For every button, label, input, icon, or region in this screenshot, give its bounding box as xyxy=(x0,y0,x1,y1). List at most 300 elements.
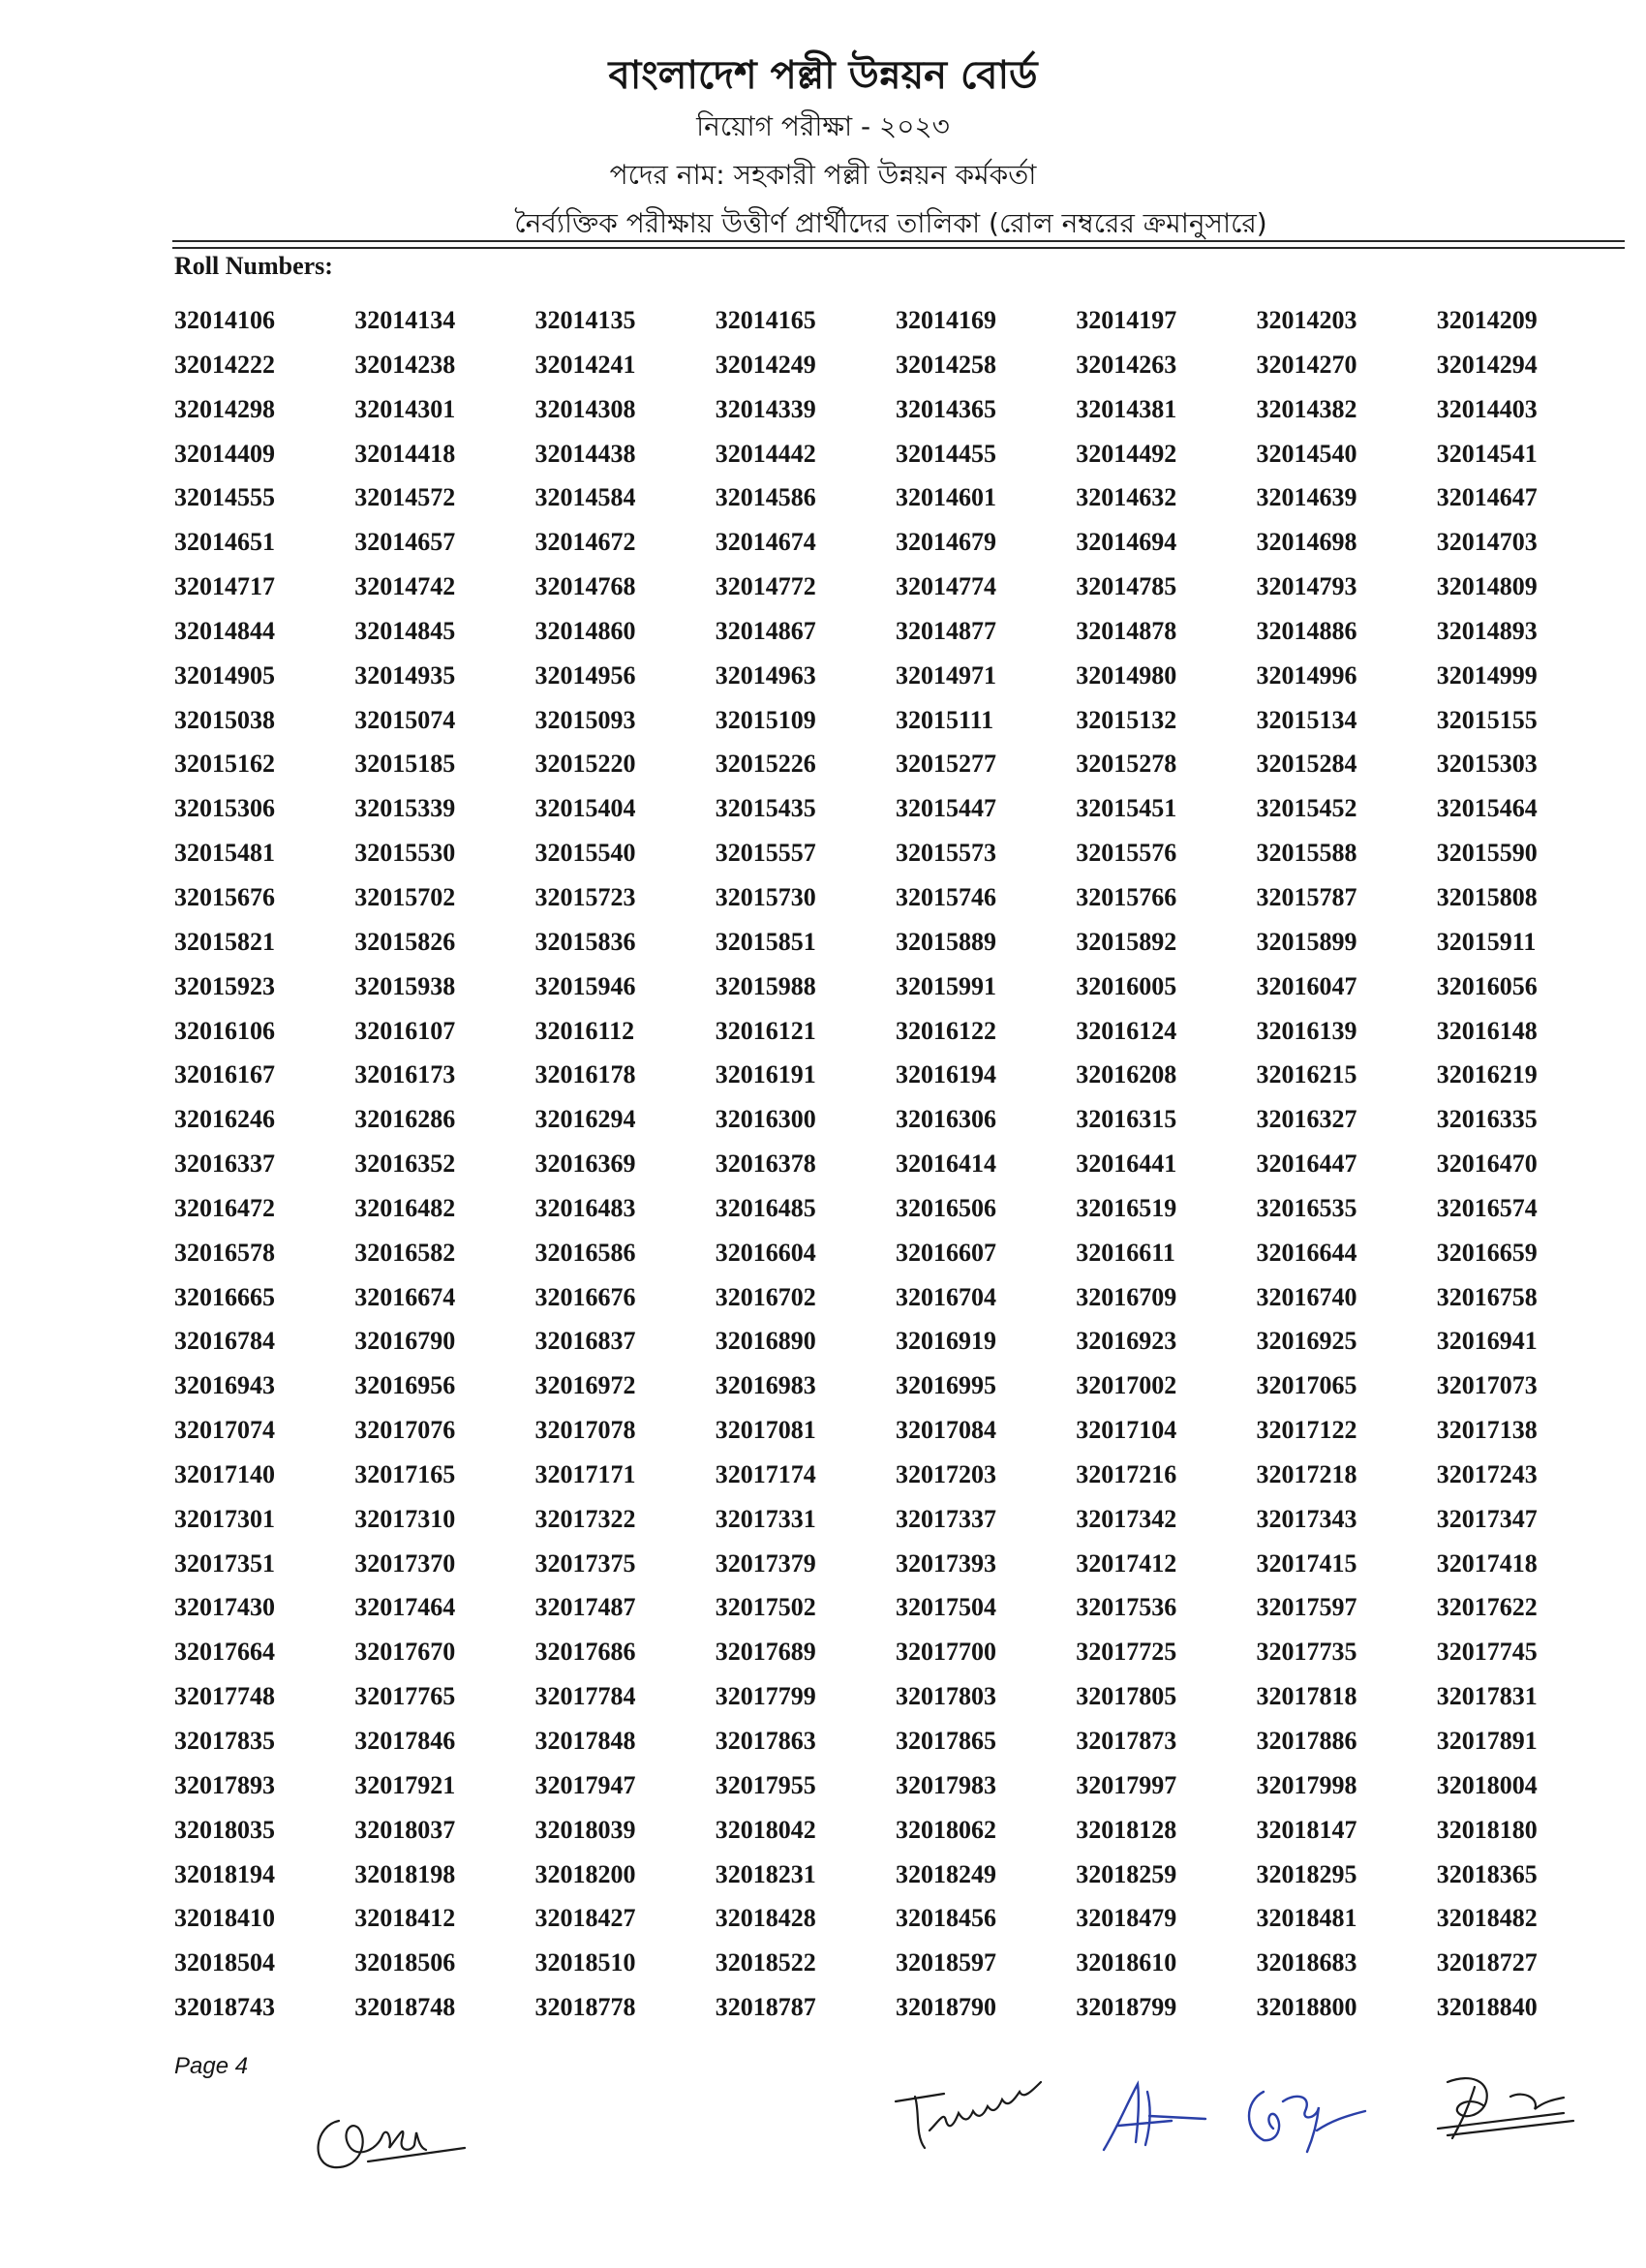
roll-number: 32017947 xyxy=(534,1770,636,1799)
roll-row xyxy=(174,1142,1617,1186)
roll-number: 32015074 xyxy=(354,705,456,734)
roll-number: 32016790 xyxy=(354,1327,456,1356)
roll-row xyxy=(174,387,1617,432)
roll-number: 32016604 xyxy=(715,1238,816,1267)
roll-number: 32016315 xyxy=(1076,1105,1177,1134)
signature-3 xyxy=(1089,2072,1215,2160)
roll-number: 32014877 xyxy=(896,616,996,645)
roll-row xyxy=(174,1719,1617,1763)
roll-number: 32017745 xyxy=(1436,1638,1538,1667)
roll-number: 32015808 xyxy=(1436,882,1538,911)
roll-number: 32017664 xyxy=(174,1638,275,1667)
roll-number: 32017805 xyxy=(1076,1682,1177,1711)
roll-number: 32018147 xyxy=(1256,1815,1357,1844)
roll-number: 32014651 xyxy=(174,528,275,557)
roll-number: 32016106 xyxy=(174,1016,275,1045)
roll-number: 32015226 xyxy=(715,750,816,779)
roll-number: 32015306 xyxy=(174,794,275,823)
roll-number: 32016535 xyxy=(1256,1193,1357,1222)
roll-number: 32016167 xyxy=(174,1060,275,1089)
roll-number: 32016470 xyxy=(1436,1149,1538,1179)
roll-number: 32014996 xyxy=(1256,660,1357,690)
roll-number: 32014418 xyxy=(354,439,456,468)
signature-5 xyxy=(1418,2063,1593,2150)
roll-number: 32015730 xyxy=(715,882,816,911)
roll-number: 32016294 xyxy=(534,1105,636,1134)
roll-number: 32015530 xyxy=(354,839,456,868)
roll-number: 32016441 xyxy=(1076,1149,1177,1179)
roll-number: 32015303 xyxy=(1436,750,1538,779)
roll-number: 32016194 xyxy=(896,1060,996,1089)
roll-number: 32017310 xyxy=(354,1504,456,1533)
roll-number: 32014963 xyxy=(715,660,816,690)
exam-title: নিয়োগ পরীক্ষা - ২০২৩ xyxy=(696,110,950,142)
roll-number: 32016943 xyxy=(174,1371,275,1400)
roll-number: 32014238 xyxy=(354,350,456,379)
roll-number: 32016208 xyxy=(1076,1060,1177,1089)
roll-number: 32017464 xyxy=(354,1593,456,1622)
roll-row xyxy=(174,1763,1617,1808)
roll-number: 32017765 xyxy=(354,1682,456,1711)
post-name: পদের নাম: সহকারী পল্লী উন্নয়ন কর্মকর্তা xyxy=(609,159,1037,191)
roll-row xyxy=(174,1097,1617,1142)
roll-number: 32017218 xyxy=(1256,1459,1357,1488)
roll-number: 32016972 xyxy=(534,1371,636,1400)
roll-row xyxy=(174,1319,1617,1364)
roll-row xyxy=(174,298,1617,343)
roll-number: 32016378 xyxy=(715,1149,816,1179)
roll-number: 32017322 xyxy=(534,1504,636,1533)
roll-row xyxy=(174,654,1617,698)
roll-number: 32014540 xyxy=(1256,439,1357,468)
roll-number: 32017418 xyxy=(1436,1548,1538,1578)
roll-number: 32015278 xyxy=(1076,750,1177,779)
roll-number: 32018787 xyxy=(715,1993,816,2022)
roll-row xyxy=(174,742,1617,786)
roll-number: 32017174 xyxy=(715,1459,816,1488)
roll-number: 32014647 xyxy=(1436,483,1538,512)
roll-number: 32015339 xyxy=(354,794,456,823)
roll-number: 32017921 xyxy=(354,1770,456,1799)
roll-number: 32015452 xyxy=(1256,794,1357,823)
roll-numbers-label: Roll Numbers: xyxy=(174,252,333,280)
roll-number: 32015284 xyxy=(1256,750,1357,779)
roll-number: 32017865 xyxy=(896,1727,996,1755)
roll-number: 32015836 xyxy=(534,927,636,956)
roll-number: 32017799 xyxy=(715,1682,816,1711)
roll-row xyxy=(174,1009,1617,1054)
roll-number: 32014639 xyxy=(1256,483,1357,512)
roll-number: 32017203 xyxy=(896,1459,996,1488)
roll-number: 32018410 xyxy=(174,1904,275,1933)
roll-number: 32016306 xyxy=(896,1105,996,1134)
roll-number: 32018365 xyxy=(1436,1859,1538,1888)
roll-number: 32016414 xyxy=(896,1149,996,1179)
roll-number: 32016674 xyxy=(354,1282,456,1311)
roll-row xyxy=(174,520,1617,565)
roll-row xyxy=(174,1985,1617,2030)
roll-row xyxy=(174,1408,1617,1453)
roll-number: 32015404 xyxy=(534,794,636,823)
roll-number: 32015938 xyxy=(354,971,456,1000)
roll-number: 32017243 xyxy=(1436,1459,1538,1488)
roll-number: 32017997 xyxy=(1076,1770,1177,1799)
roll-number: 32014601 xyxy=(896,483,996,512)
roll-number: 32018790 xyxy=(896,1993,996,2022)
roll-number: 32016676 xyxy=(534,1282,636,1311)
roll-number: 32015111 xyxy=(896,705,994,734)
roll-number: 32015093 xyxy=(534,705,636,734)
roll-row xyxy=(174,1453,1617,1497)
roll-number: 32014339 xyxy=(715,394,816,423)
roll-number: 32017138 xyxy=(1436,1416,1538,1445)
roll-number: 32016890 xyxy=(715,1327,816,1356)
roll-number: 32015155 xyxy=(1436,705,1538,734)
roll-number: 32014980 xyxy=(1076,660,1177,690)
roll-number: 32017171 xyxy=(534,1459,636,1488)
roll-number: 32016122 xyxy=(896,1016,996,1045)
roll-number: 32014679 xyxy=(896,528,996,557)
roll-number: 32015451 xyxy=(1076,794,1177,823)
roll-number: 32016369 xyxy=(534,1149,636,1179)
roll-number: 32018042 xyxy=(715,1815,816,1844)
roll-number: 32015899 xyxy=(1256,927,1357,956)
roll-number: 32017504 xyxy=(896,1593,996,1622)
roll-number: 32017502 xyxy=(715,1593,816,1622)
roll-number: 32014165 xyxy=(715,306,816,334)
roll-number: 32016335 xyxy=(1436,1105,1538,1134)
roll-number: 32014694 xyxy=(1076,528,1177,557)
roll-number: 32014785 xyxy=(1076,572,1177,601)
roll-row xyxy=(174,1231,1617,1275)
roll-number: 32017597 xyxy=(1256,1593,1357,1622)
roll-row xyxy=(174,965,1617,1009)
roll-number: 32017536 xyxy=(1076,1593,1177,1622)
roll-number: 32015676 xyxy=(174,882,275,911)
roll-number: 32018522 xyxy=(715,1948,816,1977)
roll-number: 32017700 xyxy=(896,1638,996,1667)
roll-number: 32017081 xyxy=(715,1416,816,1445)
roll-number: 32014674 xyxy=(715,528,816,557)
roll-number-grid xyxy=(174,298,1617,2030)
roll-number: 32016139 xyxy=(1256,1016,1357,1045)
roll-number: 32014270 xyxy=(1256,350,1357,379)
roll-number: 32017342 xyxy=(1076,1504,1177,1533)
roll-number: 32014492 xyxy=(1076,439,1177,468)
roll-number: 32018427 xyxy=(534,1904,636,1933)
roll-number: 32016702 xyxy=(715,1282,816,1311)
roll-number: 32016005 xyxy=(1076,971,1177,1000)
roll-number: 32014241 xyxy=(534,350,636,379)
roll-number: 32014935 xyxy=(354,660,456,690)
roll-row xyxy=(174,1275,1617,1320)
roll-number: 32015109 xyxy=(715,705,816,734)
roll-number: 32017891 xyxy=(1436,1727,1538,1755)
roll-number: 32016740 xyxy=(1256,1282,1357,1311)
organization-title: বাংলাদেশ পল্লী উন্নয়ন বোর্ড xyxy=(608,53,1038,98)
roll-number: 32016485 xyxy=(715,1193,816,1222)
roll-number: 32017351 xyxy=(174,1548,275,1578)
roll-number: 32017748 xyxy=(174,1682,275,1711)
roll-number: 32016923 xyxy=(1076,1327,1177,1356)
roll-number: 32014438 xyxy=(534,439,636,468)
roll-number: 32017835 xyxy=(174,1727,275,1755)
roll-number: 32017622 xyxy=(1436,1593,1538,1622)
roll-row xyxy=(174,1896,1617,1941)
roll-number: 32017104 xyxy=(1076,1416,1177,1445)
roll-number: 32016582 xyxy=(354,1238,456,1267)
roll-row xyxy=(174,831,1617,875)
roll-number: 32018428 xyxy=(715,1904,816,1933)
roll-number: 32016219 xyxy=(1436,1060,1538,1089)
roll-number: 32016191 xyxy=(715,1060,816,1089)
header-rule-top xyxy=(172,240,1625,242)
roll-number: 32015557 xyxy=(715,839,816,868)
roll-number: 32015588 xyxy=(1256,839,1357,868)
roll-number: 32016665 xyxy=(174,1282,275,1311)
roll-number: 32015821 xyxy=(174,927,275,956)
roll-number: 32015988 xyxy=(715,971,816,1000)
roll-number: 32018748 xyxy=(354,1993,456,2022)
roll-number: 32016758 xyxy=(1436,1282,1538,1311)
roll-number: 32018198 xyxy=(354,1859,456,1888)
roll-number: 32018481 xyxy=(1256,1904,1357,1933)
roll-number: 32015038 xyxy=(174,705,275,734)
roll-number: 32018456 xyxy=(896,1904,996,1933)
roll-number: 32018506 xyxy=(354,1948,456,1977)
roll-row xyxy=(174,475,1617,520)
roll-number: 32016586 xyxy=(534,1238,636,1267)
roll-number: 32017689 xyxy=(715,1638,816,1667)
roll-number: 32016704 xyxy=(896,1282,996,1311)
roll-number: 32016784 xyxy=(174,1327,275,1356)
roll-number: 32017165 xyxy=(354,1459,456,1488)
roll-number: 32016482 xyxy=(354,1193,456,1222)
roll-number: 32014845 xyxy=(354,616,456,645)
roll-number: 32015911 xyxy=(1436,927,1537,956)
roll-number: 32016659 xyxy=(1436,1238,1538,1267)
roll-number: 32014809 xyxy=(1436,572,1538,601)
roll-number: 32014249 xyxy=(715,350,816,379)
roll-number: 32014134 xyxy=(354,306,456,334)
roll-number: 32014774 xyxy=(896,572,996,601)
roll-number: 32017831 xyxy=(1436,1682,1538,1711)
roll-number: 32017343 xyxy=(1256,1504,1357,1533)
roll-number: 32015481 xyxy=(174,839,275,868)
roll-row xyxy=(174,1808,1617,1853)
roll-number: 32015889 xyxy=(896,927,996,956)
roll-number: 32014308 xyxy=(534,394,636,423)
roll-number: 32014209 xyxy=(1436,306,1538,334)
roll-number: 32017955 xyxy=(715,1770,816,1799)
roll-number: 32018037 xyxy=(354,1815,456,1844)
roll-number: 32014905 xyxy=(174,660,275,690)
roll-number: 32015892 xyxy=(1076,927,1177,956)
roll-number: 32018597 xyxy=(896,1948,996,1977)
roll-number: 32015435 xyxy=(715,794,816,823)
roll-row xyxy=(174,920,1617,965)
roll-number: 32017074 xyxy=(174,1416,275,1445)
roll-number: 32017784 xyxy=(534,1682,636,1711)
roll-number: 32018194 xyxy=(174,1859,275,1888)
roll-row xyxy=(174,1053,1617,1097)
roll-number: 32017370 xyxy=(354,1548,456,1578)
roll-number: 32017122 xyxy=(1256,1416,1357,1445)
roll-number: 32017863 xyxy=(715,1727,816,1755)
roll-number: 32017140 xyxy=(174,1459,275,1488)
roll-number: 32017078 xyxy=(534,1416,636,1445)
roll-number: 32014222 xyxy=(174,350,275,379)
roll-number: 32017084 xyxy=(896,1416,996,1445)
roll-number: 32014717 xyxy=(174,572,275,601)
roll-number: 32014971 xyxy=(896,660,996,690)
roll-number: 32016107 xyxy=(354,1016,456,1045)
roll-number: 32016112 xyxy=(534,1016,635,1045)
roll-number: 32014844 xyxy=(174,616,275,645)
signature-4 xyxy=(1230,2072,1375,2169)
roll-number: 32018482 xyxy=(1436,1904,1538,1933)
roll-number: 32014657 xyxy=(354,528,456,557)
roll-number: 32017430 xyxy=(174,1593,275,1622)
roll-number: 32014381 xyxy=(1076,394,1177,423)
roll-row xyxy=(174,1364,1617,1408)
roll-row xyxy=(174,698,1617,743)
roll-number: 32014584 xyxy=(534,483,636,512)
roll-number: 32017803 xyxy=(896,1682,996,1711)
roll-number: 32014672 xyxy=(534,528,636,557)
list-title: নৈর্ব্যক্তিক পরীক্ষায় উত্তীর্ণ প্রার্থীদের তালিকা (রোল নম্বরের ক্রমানুসারে) xyxy=(514,207,1267,239)
roll-number: 32016644 xyxy=(1256,1238,1357,1267)
roll-row xyxy=(174,609,1617,654)
roll-number: 32014999 xyxy=(1436,660,1538,690)
roll-number: 32017848 xyxy=(534,1727,636,1755)
roll-number: 32015923 xyxy=(174,971,275,1000)
roll-number: 32016941 xyxy=(1436,1327,1538,1356)
roll-number: 32018200 xyxy=(534,1859,636,1888)
roll-number: 32016925 xyxy=(1256,1327,1357,1356)
roll-number: 32016837 xyxy=(534,1327,636,1356)
roll-number: 32014403 xyxy=(1436,394,1538,423)
roll-number: 32014772 xyxy=(715,572,816,601)
roll-number: 32015851 xyxy=(715,927,816,956)
roll-number: 32018510 xyxy=(534,1948,636,1977)
roll-row xyxy=(174,1186,1617,1231)
roll-number: 32014586 xyxy=(715,483,816,512)
roll-number: 32016995 xyxy=(896,1371,996,1400)
roll-number: 32017379 xyxy=(715,1548,816,1578)
roll-row xyxy=(174,1674,1617,1719)
roll-number: 32018035 xyxy=(174,1815,275,1844)
roll-number: 32015590 xyxy=(1436,839,1538,868)
roll-number: 32014203 xyxy=(1256,306,1357,334)
roll-number: 32014382 xyxy=(1256,394,1357,423)
roll-number: 32017983 xyxy=(896,1770,996,1799)
roll-number: 32017393 xyxy=(896,1548,996,1578)
roll-number: 32017893 xyxy=(174,1770,275,1799)
roll-number: 32016983 xyxy=(715,1371,816,1400)
roll-number: 32017337 xyxy=(896,1504,996,1533)
roll-number: 32014365 xyxy=(896,394,996,423)
roll-number: 32015185 xyxy=(354,750,456,779)
header-rule-bottom xyxy=(172,247,1625,249)
roll-number: 32014793 xyxy=(1256,572,1357,601)
roll-number: 32014768 xyxy=(534,572,636,601)
roll-number: 32018128 xyxy=(1076,1815,1177,1844)
roll-number: 32016472 xyxy=(174,1193,275,1222)
roll-number: 32018295 xyxy=(1256,1859,1357,1888)
roll-number: 32018259 xyxy=(1076,1859,1177,1888)
roll-number: 32015826 xyxy=(354,927,456,956)
roll-number: 32018800 xyxy=(1256,1993,1357,2022)
signature-2 xyxy=(886,2053,1070,2160)
roll-row xyxy=(174,1542,1617,1586)
roll-number: 32014298 xyxy=(174,394,275,423)
roll-number: 32018062 xyxy=(896,1815,996,1844)
roll-number: 32014541 xyxy=(1436,439,1538,468)
roll-number: 32014632 xyxy=(1076,483,1177,512)
roll-number: 32016519 xyxy=(1076,1193,1177,1222)
roll-number: 32015447 xyxy=(896,794,996,823)
roll-number: 32017846 xyxy=(354,1727,456,1755)
roll-number: 32017818 xyxy=(1256,1682,1357,1711)
roll-number: 32018727 xyxy=(1436,1948,1538,1977)
roll-number: 32018799 xyxy=(1076,1993,1177,2022)
roll-number: 32014860 xyxy=(534,616,636,645)
roll-number: 32017375 xyxy=(534,1548,636,1578)
roll-number: 32014169 xyxy=(896,306,996,334)
roll-number: 32016215 xyxy=(1256,1060,1357,1089)
roll-number: 32018249 xyxy=(896,1859,996,1888)
roll-number: 32017065 xyxy=(1256,1371,1357,1400)
roll-number: 32014409 xyxy=(174,439,275,468)
roll-number: 32017331 xyxy=(715,1504,816,1533)
document-header xyxy=(0,48,1646,248)
roll-number: 32014258 xyxy=(896,350,996,379)
roll-row xyxy=(174,432,1617,476)
roll-number: 32018683 xyxy=(1256,1948,1357,1977)
roll-number: 32014263 xyxy=(1076,350,1177,379)
roll-number: 32016919 xyxy=(896,1327,996,1356)
roll-row xyxy=(174,1853,1617,1897)
roll-number: 32015723 xyxy=(534,882,636,911)
roll-number: 32014886 xyxy=(1256,616,1357,645)
roll-number: 32018039 xyxy=(534,1815,636,1844)
roll-number: 32017735 xyxy=(1256,1638,1357,1667)
roll-number: 32016246 xyxy=(174,1105,275,1134)
roll-number: 32014555 xyxy=(174,483,275,512)
roll-number: 32017216 xyxy=(1076,1459,1177,1488)
roll-number: 32016121 xyxy=(715,1016,816,1045)
roll-number: 32015134 xyxy=(1256,705,1357,734)
roll-number: 32015746 xyxy=(896,882,996,911)
roll-number: 32016611 xyxy=(1076,1238,1175,1267)
roll-number: 32016286 xyxy=(354,1105,456,1134)
roll-number: 32015946 xyxy=(534,971,636,1000)
roll-number: 32015220 xyxy=(534,750,636,779)
roll-number: 32017998 xyxy=(1256,1770,1357,1799)
roll-number: 32018840 xyxy=(1436,1993,1538,2022)
roll-row xyxy=(174,565,1617,609)
roll-number: 32017725 xyxy=(1076,1638,1177,1667)
roll-number: 32014135 xyxy=(534,306,636,334)
roll-number: 32014878 xyxy=(1076,616,1177,645)
roll-number: 32017886 xyxy=(1256,1727,1357,1755)
roll-number: 32015277 xyxy=(896,750,996,779)
roll-number: 32016300 xyxy=(715,1105,816,1134)
roll-number: 32016148 xyxy=(1436,1016,1538,1045)
roll-number: 32015162 xyxy=(174,750,275,779)
roll-number: 32016607 xyxy=(896,1238,996,1267)
